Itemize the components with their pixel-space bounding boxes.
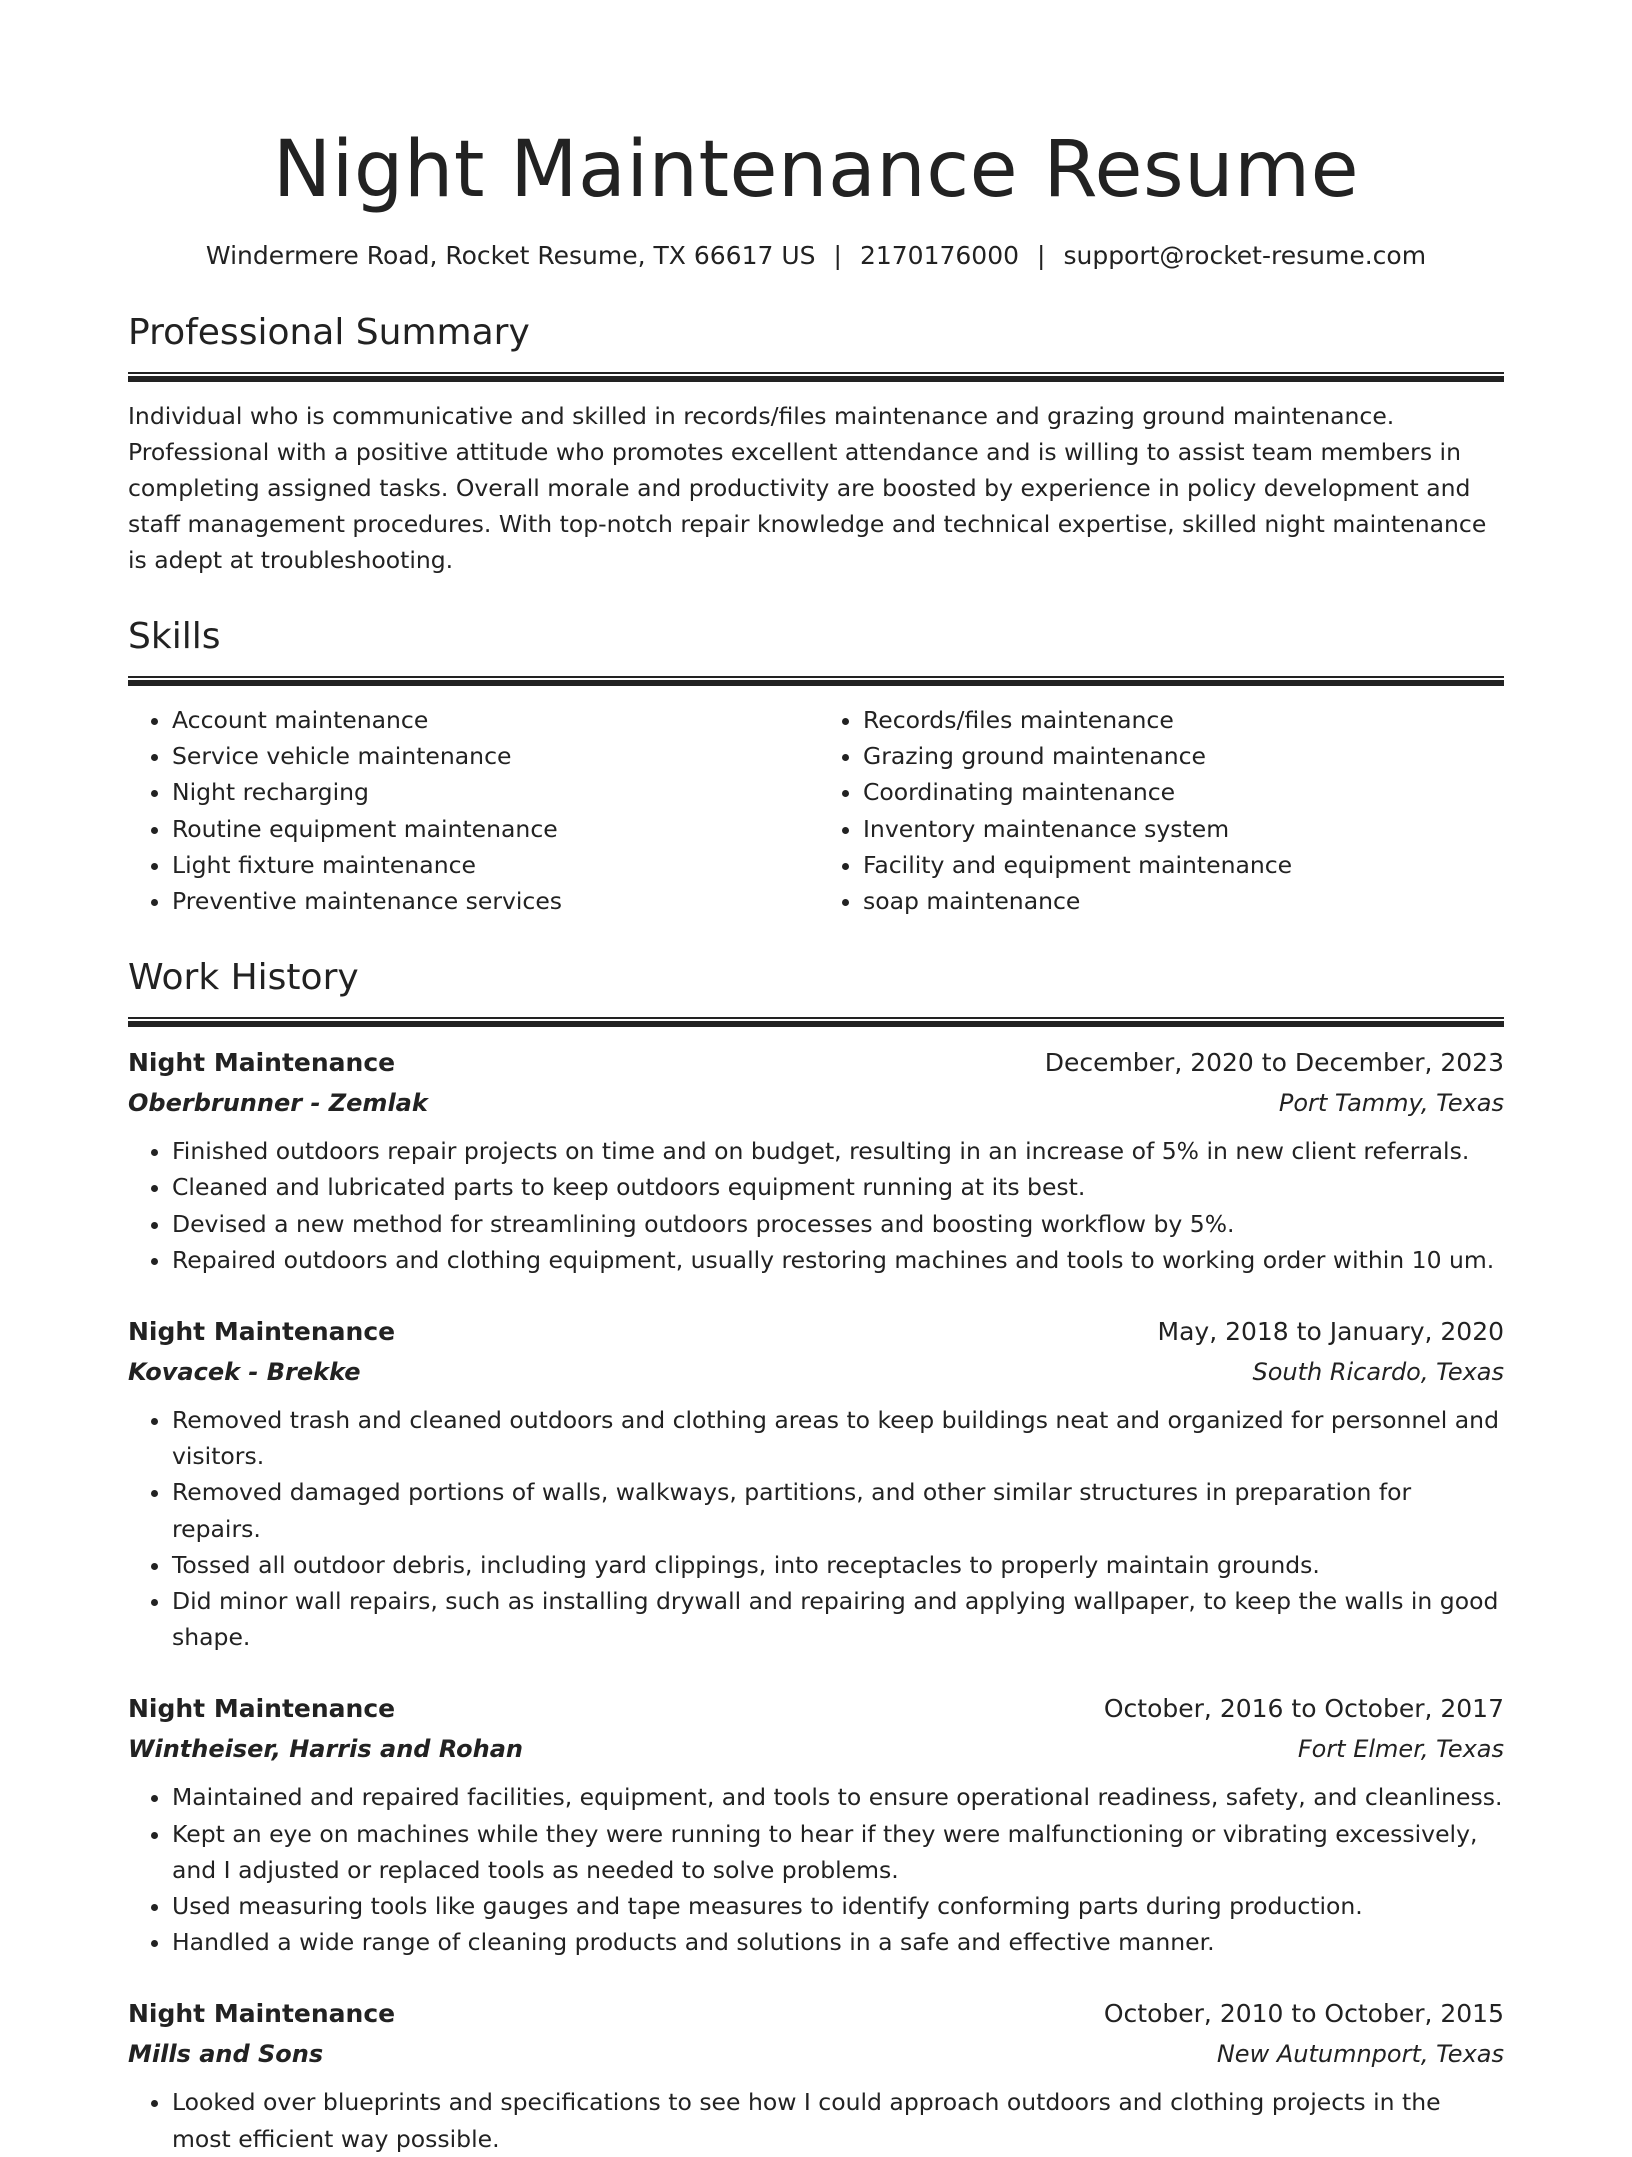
skills-section bbox=[128, 614, 1504, 919]
job-bullet: • Looked over blueprints and specifications to see how I could approach outdoors and clothing projects in the most efficient way possible. bbox=[172, 2084, 1504, 2156]
contact-phone: 2170176000 bbox=[859, 241, 1020, 270]
skills-list-right bbox=[813, 702, 1504, 919]
contact-separator: | bbox=[833, 241, 842, 270]
job-title: Night Maintenance bbox=[128, 1048, 396, 1078]
section-title-skills: Skills bbox=[128, 616, 221, 657]
job-entry bbox=[128, 1994, 1504, 2156]
skill-item: • Account maintenance bbox=[172, 702, 813, 738]
job-subheader bbox=[128, 1083, 1504, 1123]
job-bullet: • Repaired outdoors and clothing equipment, usually restoring machines and tools to working order within 10 um. bbox=[172, 1242, 1504, 1278]
contact-separator: | bbox=[1037, 241, 1046, 270]
job-location: Port Tammy, Texas bbox=[1278, 1089, 1504, 1118]
skill-item: • Light fixture maintenance bbox=[172, 847, 813, 883]
job-header bbox=[128, 1043, 1504, 1083]
job-bullet: • Handled a wide range of cleaning products and solutions in a safe and effective manner. bbox=[172, 1924, 1504, 1960]
section-title-work-history: Work History bbox=[128, 957, 359, 999]
contact-address: Windermere Road, Rocket Resume, TX 66617 US bbox=[205, 241, 816, 270]
skill-item: • Records/files maintenance bbox=[863, 702, 1504, 738]
job-title: Night Maintenance bbox=[128, 1999, 396, 2029]
section-divider bbox=[128, 676, 1504, 686]
job-bullet: • Maintained and repaired facilities, equipment, and tools to ensure operational readiness, safety, and cleanliness. bbox=[172, 1779, 1504, 1815]
skill-item: • Inventory maintenance system bbox=[863, 811, 1504, 847]
skill-item: • Preventive maintenance services bbox=[172, 883, 813, 919]
section-title-summary: Professional Summary bbox=[128, 312, 530, 353]
work-history-section bbox=[128, 955, 1504, 2157]
job-bullet: • Did minor wall repairs, such as installing drywall and repairing and applying wallpaper, to keep the walls in good shape. bbox=[172, 1583, 1504, 1655]
job-bullets bbox=[128, 1133, 1504, 1278]
job-header bbox=[128, 1689, 1504, 1729]
skill-item: • Routine equipment maintenance bbox=[172, 811, 813, 847]
job-entry bbox=[128, 1689, 1504, 1960]
job-dates: October, 2016 to October, 2017 bbox=[1103, 1694, 1504, 1724]
job-bullet: • Cleaned and lubricated parts to keep outdoors equipment running at its best. bbox=[172, 1169, 1504, 1205]
job-title: Night Maintenance bbox=[128, 1694, 396, 1724]
job-dates: October, 2010 to October, 2015 bbox=[1103, 1999, 1504, 2029]
resume-page bbox=[128, 118, 1504, 2157]
job-location: South Ricardo, Texas bbox=[1252, 1358, 1504, 1387]
section-divider bbox=[128, 372, 1504, 382]
job-bullet: • Finished outdoors repair projects on time and on budget, resulting in an increase of 5% in new client referrals. bbox=[172, 1133, 1504, 1169]
job-company: Mills and Sons bbox=[128, 2040, 324, 2069]
contact-line bbox=[128, 238, 1504, 274]
job-bullet: • Removed damaged portions of walls, walkways, partitions, and other similar structures in preparation for repairs. bbox=[172, 1474, 1504, 1546]
job-bullets bbox=[128, 2084, 1504, 2156]
skill-item: • Service vehicle maintenance bbox=[172, 738, 813, 774]
job-entry bbox=[128, 1312, 1504, 1655]
job-subheader bbox=[128, 1729, 1504, 1769]
skill-item: • Facility and equipment maintenance bbox=[863, 847, 1504, 883]
skill-item: • soap maintenance bbox=[863, 883, 1504, 919]
skill-item: • Night recharging bbox=[172, 774, 813, 810]
job-header bbox=[128, 1312, 1504, 1352]
skills-list-left bbox=[128, 702, 813, 919]
job-company: Wintheiser, Harris and Rohan bbox=[128, 1735, 523, 1764]
job-location: Fort Elmer, Texas bbox=[1297, 1735, 1504, 1764]
job-company: Kovacek - Brekke bbox=[128, 1358, 361, 1387]
job-bullet: • Used measuring tools like gauges and tape measures to identify conforming parts during production. bbox=[172, 1888, 1504, 1924]
skill-item: • Grazing ground maintenance bbox=[863, 738, 1504, 774]
resume-title: Night Maintenance Resume bbox=[272, 125, 1360, 215]
job-bullets bbox=[128, 1779, 1504, 1960]
professional-summary-section bbox=[128, 310, 1504, 578]
job-title: Night Maintenance bbox=[128, 1317, 396, 1347]
job-bullet: • Removed trash and cleaned outdoors and clothing areas to keep buildings neat and organized for personnel and visitors. bbox=[172, 1402, 1504, 1474]
job-bullet: • Tossed all outdoor debris, including yard clippings, into receptacles to properly maintain grounds. bbox=[172, 1547, 1504, 1583]
job-subheader bbox=[128, 1352, 1504, 1392]
job-bullets bbox=[128, 1402, 1504, 1655]
job-location: New Autumnport, Texas bbox=[1216, 2040, 1504, 2069]
contact-email: support@rocket-resume.com bbox=[1063, 241, 1427, 270]
job-dates: May, 2018 to January, 2020 bbox=[1157, 1317, 1504, 1347]
job-bullet: • Kept an eye on machines while they were running to hear if they were malfunctioning or vibrating excessively, and I adjusted or replaced tools as needed to solve problems. bbox=[172, 1816, 1504, 1888]
job-entry bbox=[128, 1043, 1504, 1278]
job-subheader bbox=[128, 2034, 1504, 2074]
skill-item: • Coordinating maintenance bbox=[863, 774, 1504, 810]
skills-columns bbox=[128, 702, 1504, 919]
job-header bbox=[128, 1994, 1504, 2034]
summary-text: Individual who is communicative and skilled in records/files maintenance and grazing ground maintenance. Professional with a positive attitude who promotes excellent attendance and is willing to assist team members in completing assigned tasks. Overall morale and productivity are boosted by experience in policy development and staff management procedures. With top-notch repair knowledge and technical expertise, skilled night maintenance is adept at troubleshooting. bbox=[128, 402, 1487, 574]
job-dates: December, 2020 to December, 2023 bbox=[1044, 1048, 1504, 1078]
job-bullet: • Devised a new method for streamlining outdoors processes and boosting workflow by 5%. bbox=[172, 1206, 1504, 1242]
section-divider bbox=[128, 1017, 1504, 1027]
job-company: Oberbrunner - Zemlak bbox=[128, 1089, 428, 1118]
